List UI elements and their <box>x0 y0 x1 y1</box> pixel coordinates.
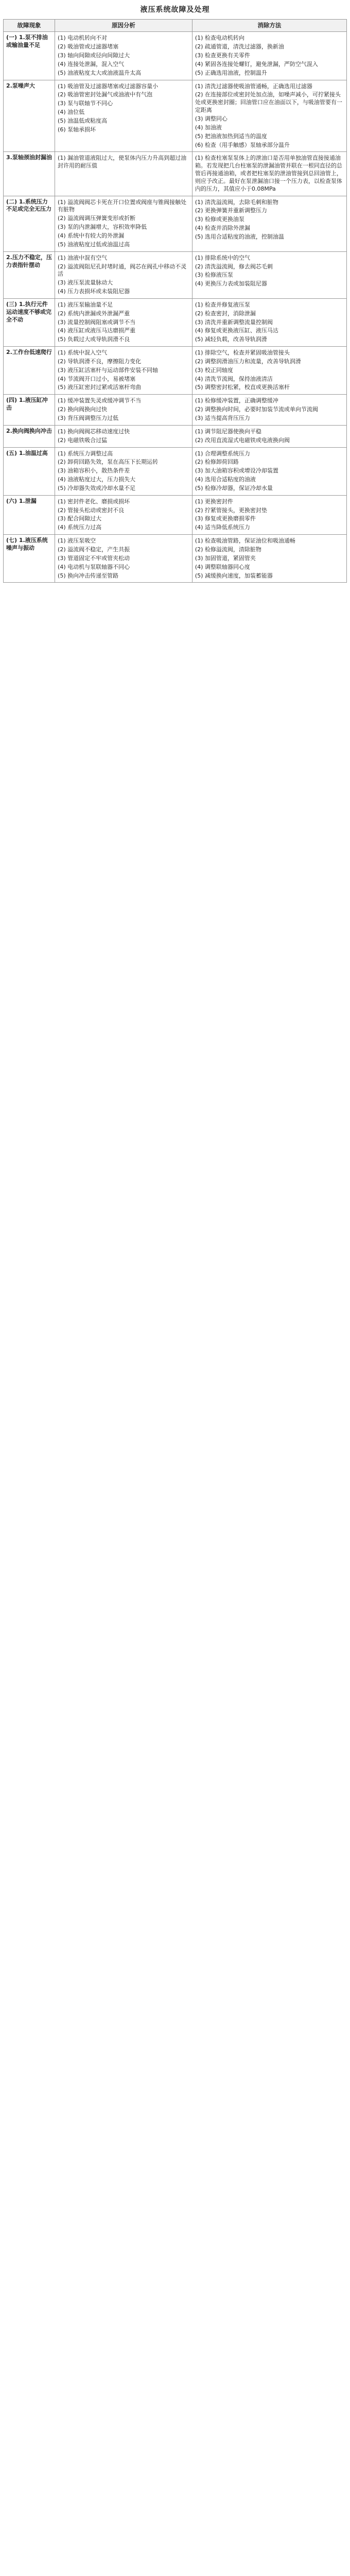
symptom-cell: 2.泵噪声大 <box>4 80 55 152</box>
remedy-cell <box>192 32 346 80</box>
remedy-item: (3) 清洗并重新调整流量控制阀 <box>195 318 273 326</box>
remedy-item: (3) 检修或更换油泵 <box>195 216 244 223</box>
cause-item: (4) 连接处泄漏，混入空气 <box>58 60 125 67</box>
remedy-item: (5) 减轻负载，改善导轨润滑 <box>195 336 267 343</box>
cause-item: (2) 电磁铁吸合过猛 <box>58 436 108 444</box>
remedy-item: (3) 加固管道，紧固管夹 <box>195 554 256 562</box>
cause-item: (3) 液压泵流量脉动大 <box>58 279 113 286</box>
remedy-item: (3) 检修液压泵 <box>195 272 233 279</box>
remedy-item: (5) 检修冷却器，保证冷却水量 <box>195 484 273 492</box>
remedy-item: (5) 把油液加热到适当的温度 <box>195 132 267 140</box>
remedy-cell <box>192 425 346 447</box>
table-row <box>4 425 347 447</box>
remedy-item: (4) 修复或更换液压缸、液压马达 <box>195 327 278 334</box>
cause-item: (1) 液压泵输油量不足 <box>58 301 113 308</box>
table-row <box>4 251 347 298</box>
remedy-item: (2) 在连接部位或密封处加点油，如噪声减小，可拧紧接头处或更换密封圈；回油管口应在油面以下，与吸油管要有一定距离 <box>195 91 342 114</box>
remedy-cell <box>192 152 346 196</box>
remedy-cell <box>192 80 346 152</box>
symptom-cell: (七) 1.液压系统噪声与振动 <box>4 535 55 583</box>
remedy-item: (5) 正确选用油液，控制温升 <box>195 69 267 76</box>
table-row <box>4 298 347 346</box>
remedy-cell <box>192 395 346 426</box>
document-title: 液压系统故障及处理 <box>140 6 210 14</box>
remedy-item: (5) 调整密封松紧，校直或更换活塞杆 <box>195 384 290 391</box>
cause-cell <box>55 495 192 534</box>
cause-cell <box>55 80 192 152</box>
cause-item: (4) 油位低 <box>58 109 85 116</box>
cause-item: (1) 系统压力调整过高 <box>58 450 113 457</box>
remedy-item: (4) 检查并消除外泄漏 <box>195 225 250 232</box>
remedy-cell <box>192 535 346 583</box>
table-row <box>4 447 347 495</box>
remedy-item: (1) 清洗过滤器使吸油管通畅，正确选用过滤器 <box>195 82 312 90</box>
table-row <box>4 347 347 395</box>
table-row <box>4 495 347 534</box>
cause-item: (3) 液压缸活塞杆与运动部件安装不同轴 <box>58 366 159 374</box>
cause-item: (1) 漏油管道液阻过大，使泵体内压力升高到超过油封许用的耐压值 <box>58 155 187 170</box>
cause-item: (5) 换向冲击传递至管路 <box>58 572 119 579</box>
cause-item: (5) 油液粘度太大或油液温升太高 <box>58 69 142 76</box>
remedy-item: (1) 排除空气，检查并紧固吸油管接头 <box>195 349 290 357</box>
table-row <box>4 80 347 152</box>
remedy-cell <box>192 347 346 395</box>
remedy-item: (2) 调整润滑油压力和流量，改善导轨润滑 <box>195 358 301 365</box>
cause-item: (5) 冷却器失效或冷却水量不足 <box>58 484 136 492</box>
remedy-item: (2) 改用直流湿式电磁铁或电液换向阀 <box>195 436 290 444</box>
remedy-item: (1) 排除系统中的空气 <box>195 254 250 261</box>
cause-item: (2) 换向阀换向过快 <box>58 406 108 413</box>
cause-item: (5) 负载过大或导轨润滑不良 <box>58 336 130 343</box>
cause-cell <box>55 32 192 80</box>
remedy-item: (1) 检查并修复液压泵 <box>195 301 250 308</box>
symptom-cell: 2.压力不稳定，压力表指针摆动 <box>4 251 55 298</box>
symptom-cell: 2.换向阀换向冲击 <box>4 425 55 447</box>
remedy-item: (3) 适当提高背压压力 <box>195 415 250 421</box>
cause-item: (4) 油液粘度过大，压力损失大 <box>58 476 136 483</box>
remedy-item: (1) 检查柱塞泵泵体上的泄油口是否用单独油管直接接通油箱。若发现把几台柱塞泵的泄漏油管并联在一根同直径的总管后再接通油箱，或者把柱塞泵的泄油管接到总回油管上，则应予改正。最好在泵泄漏油口接一个压力表，以检查泵体内的压力，其值应小于0.08MPa <box>195 155 342 192</box>
cause-cell <box>55 196 192 251</box>
remedy-item: (4) 紧固各连接处螺钉，避免泄漏，严防空气混入 <box>195 60 318 67</box>
cause-item: (2) 溢流阀调压弹簧变形或折断 <box>58 215 136 222</box>
cause-item: (1) 缓冲装置失灵或缓冲调节不当 <box>58 397 142 404</box>
remedy-item: (1) 更换密封件 <box>195 498 233 505</box>
document <box>0 0 350 588</box>
cause-item: (1) 吸油管及过滤器堵塞或过滤器容量小 <box>58 82 159 90</box>
table-row <box>4 395 347 426</box>
cause-item: (2) 溢流阀阻尼孔时堵时通，阀芯在阀孔中移动不灵活 <box>58 263 187 278</box>
cause-item: (2) 管接头松动或密封不良 <box>58 506 125 514</box>
cause-item: (3) 流量控制阀阻塞或调节不当 <box>58 318 136 326</box>
cause-item: (1) 电动机转向不对 <box>58 35 108 42</box>
cause-item: (4) 节流阀开口过小，易被堵塞 <box>58 375 136 382</box>
remedy-item: (3) 调整同心 <box>195 115 227 122</box>
cause-item: (2) 系统内泄漏或外泄漏严重 <box>58 310 130 317</box>
cause-item: (1) 溢流阀阀芯卡死在开口位置或阀座与锥阀接触处有脏物 <box>58 198 187 213</box>
cause-cell <box>55 152 192 196</box>
cause-cell <box>55 395 192 426</box>
cause-item: (1) 油液中混有空气 <box>58 254 108 261</box>
remedy-item: (5) 选用合适粘度的油液，控制油温 <box>195 233 284 240</box>
cause-item: (2) 溢流阀不稳定，产生共振 <box>58 546 130 553</box>
remedy-item: (4) 选用合适粘度的油液 <box>195 476 256 483</box>
remedy-item: (6) 检查（用手触感）泵轴承部分温升 <box>195 141 290 148</box>
remedy-item: (3) 修复或更换磨损零件 <box>195 515 256 522</box>
cause-item: (3) 管道固定不牢或管夹松动 <box>58 554 130 562</box>
remedy-item: (2) 调整换向时间，必要时加装节流或单向节流阀 <box>195 406 318 413</box>
remedy-cell <box>192 447 346 495</box>
remedy-item: (4) 调整联轴器同心度 <box>195 563 250 570</box>
cause-cell <box>55 425 192 447</box>
cause-item: (3) 背压阀调整压力过低 <box>58 415 119 421</box>
remedy-item: (1) 清洗溢流阀，去除毛刺和脏物 <box>195 198 278 206</box>
cause-item: (4) 压力表损坏或未装阻尼器 <box>58 288 130 295</box>
cause-cell <box>55 347 192 395</box>
table-body <box>4 32 347 583</box>
remedy-item: (1) 检修缓冲装置，正确调整缓冲 <box>195 397 278 404</box>
cause-item: (2) 卸荷回路失效，泵在高压下长期运转 <box>58 459 159 466</box>
cause-item: (2) 吸油管密封处漏气或油液中有气泡 <box>58 91 153 98</box>
cause-item: (3) 泵的内泄漏增大，容积效率降低 <box>58 224 147 231</box>
symptom-cell: (五) 1.油温过高 <box>4 447 55 495</box>
remedy-cell <box>192 495 346 534</box>
remedy-item: (4) 更换压力表或加装阻尼器 <box>195 280 267 287</box>
remedy-item: (4) 清洗节流阀，保持油液清洁 <box>195 375 273 382</box>
table-header-row <box>4 19 347 32</box>
remedy-item: (3) 检查更换有关零件 <box>195 52 250 59</box>
remedy-item: (2) 检修溢流阀，清除脏物 <box>195 546 261 553</box>
cause-cell <box>55 298 192 346</box>
remedy-item: (5) 减缓换向速度，加装蓄能器 <box>195 572 273 579</box>
cause-item: (3) 油箱容积小，散热条件差 <box>58 467 130 474</box>
header-cause: 原因分析 <box>55 19 192 32</box>
cause-item: (6) 泵轴承损坏 <box>58 126 96 133</box>
fault-table <box>3 19 347 583</box>
cause-item: (2) 吸油管或过滤器堵塞 <box>58 43 119 50</box>
remedy-item: (2) 拧紧管接头，更换密封垫 <box>195 506 267 514</box>
remedy-item: (2) 检查密封，消除泄漏 <box>195 310 256 317</box>
cause-item: (3) 泵与联轴节不同心 <box>58 100 113 107</box>
remedy-cell <box>192 298 346 346</box>
remedy-cell <box>192 251 346 298</box>
cause-item: (1) 换向阀阀芯移动速度过快 <box>58 428 130 435</box>
remedy-item: (4) 加油液 <box>195 124 222 131</box>
cause-item: (3) 配合间隙过大 <box>58 515 102 522</box>
remedy-item: (2) 检修卸荷回路 <box>195 459 239 466</box>
remedy-item: (1) 检查电动机转向 <box>195 35 244 42</box>
cause-item: (4) 电动机与泵联轴器不同心 <box>58 563 130 570</box>
remedy-item: (2) 更换弹簧并重新调整压力 <box>195 207 267 214</box>
remedy-item: (1) 合理调整系统压力 <box>195 450 250 457</box>
table-row <box>4 32 347 80</box>
remedy-item: (4) 适当降低系统压力 <box>195 524 250 531</box>
remedy-item: (2) 疏通管道，清洗过滤器，换新油 <box>195 43 284 50</box>
cause-cell <box>55 535 192 583</box>
table-row <box>4 196 347 251</box>
table-row <box>4 152 347 196</box>
cause-item: (1) 系统中混入空气 <box>58 349 108 357</box>
symptom-cell: (三) 1.执行元件运动速度不够或完全不动 <box>4 298 55 346</box>
cause-item: (4) 系统中有较大的外泄漏 <box>58 232 125 239</box>
symptom-cell: 3.泵轴颈油封漏油 <box>4 152 55 196</box>
symptom-cell: 2.工作台低速爬行 <box>4 347 55 395</box>
symptom-cell: (六) 1.泄漏 <box>4 495 55 534</box>
remedy-item: (1) 检查吸油管路，保证油位和吸油通畅 <box>195 537 295 545</box>
cause-item: (5) 油液粘度过低或油温过高 <box>58 241 130 248</box>
symptom-cell: (一) 1.泵不排油或输油量不足 <box>4 32 55 80</box>
table-row <box>4 535 347 583</box>
remedy-item: (3) 校正同轴度 <box>195 366 233 374</box>
cause-cell <box>55 251 192 298</box>
cause-item: (3) 轴向间隙或径向间隙过大 <box>58 52 130 59</box>
remedy-item: (2) 清洗溢流阀，修去阀芯毛刺 <box>195 263 273 270</box>
cause-item: (5) 液压缸密封过紧或活塞杆弯曲 <box>58 384 142 391</box>
remedy-item: (1) 调节阻尼器使换向平稳 <box>195 428 261 435</box>
cause-item: (4) 液压缸或液压马达磨损严重 <box>58 327 136 334</box>
cause-item: (4) 系统压力过高 <box>58 524 102 531</box>
header-symptom: 故障现象 <box>4 19 55 32</box>
symptom-cell: (二) 1.系统压力不足或完全无压力 <box>4 196 55 251</box>
cause-item: (1) 液压泵吸空 <box>58 537 96 545</box>
header-remedy: 消除方法 <box>192 19 346 32</box>
cause-cell <box>55 447 192 495</box>
remedy-cell <box>192 196 346 251</box>
symptom-cell: (四) 1.液压缸冲击 <box>4 395 55 426</box>
remedy-item: (3) 加大油箱容积或增设冷却装置 <box>195 467 278 474</box>
cause-item: (1) 密封件老化、磨损或损坏 <box>58 498 130 505</box>
cause-item: (5) 油温低或粘度高 <box>58 117 108 124</box>
cause-item: (2) 导轨润滑不良，摩擦阻力变化 <box>58 358 142 365</box>
